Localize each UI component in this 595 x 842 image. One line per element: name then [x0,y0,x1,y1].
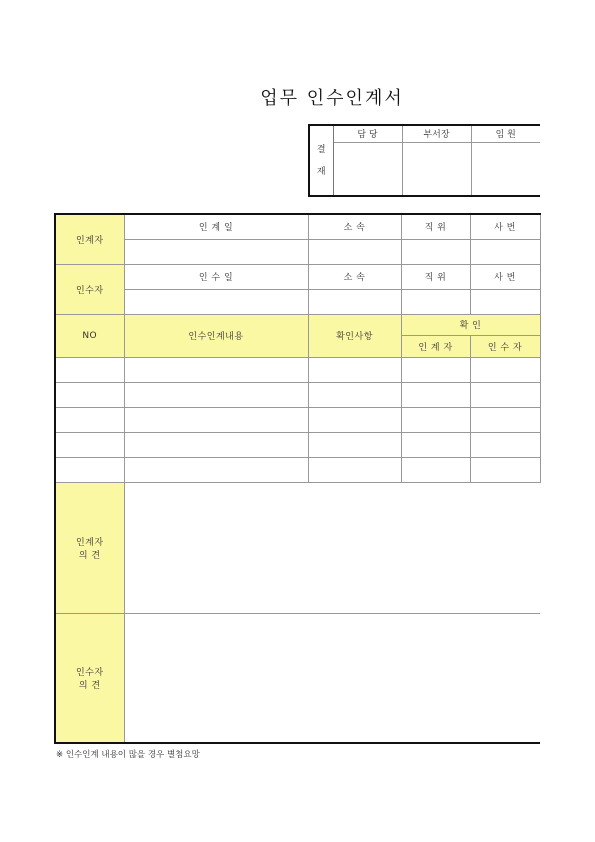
row-content-cell[interactable] [124,357,308,382]
page-title: 업무 인수인계서 [260,88,404,109]
table-row [55,357,540,382]
row-confirm-from-cell[interactable] [401,382,470,407]
handover-date-field[interactable] [124,239,308,264]
to-opinion-label: 인수자 의 견 [55,613,124,743]
approval-sign-manager[interactable] [402,142,471,196]
row-check-cell[interactable] [308,457,401,482]
approval-box [308,124,540,197]
row-confirm-to-cell[interactable] [470,432,540,457]
row-confirm-to-cell[interactable] [470,407,540,432]
to-id-field[interactable] [470,289,540,314]
approval-header-manager: 부서장 [402,125,471,142]
approval-header-exec: 임 원 [471,125,540,142]
from-opinion-label: 인계자 의 견 [55,482,124,613]
row-no-cell[interactable] [55,407,124,432]
handover-date-header: 인 계 일 [124,214,308,239]
from-position-field[interactable] [401,239,470,264]
table-row [55,432,540,457]
from-dept-header: 소 속 [308,214,401,239]
row-confirm-to-cell[interactable] [470,382,540,407]
row-confirm-from-cell[interactable] [401,357,470,382]
approval-side-label: 결 재 [309,125,333,196]
approval-header-staff: 담 당 [333,125,402,142]
confirm-from-header: 인 계 자 [401,335,470,357]
confirm-header: 확 인 [401,314,540,335]
check-header: 확인사항 [308,314,401,357]
confirm-to-header: 인 수 자 [470,335,540,357]
receive-date-field[interactable] [124,289,308,314]
row-confirm-from-cell[interactable] [401,407,470,432]
handover-from-label: 인계자 [55,214,124,264]
row-content-cell[interactable] [124,432,308,457]
row-content-cell[interactable] [124,457,308,482]
row-confirm-from-cell[interactable] [401,432,470,457]
table-row [55,457,540,482]
row-confirm-to-cell[interactable] [470,457,540,482]
to-opinion-field[interactable] [124,613,540,743]
row-content-cell[interactable] [124,382,308,407]
row-check-cell[interactable] [308,407,401,432]
content-header: 인수인계내용 [124,314,308,357]
to-position-field[interactable] [401,289,470,314]
row-check-cell[interactable] [308,357,401,382]
row-confirm-to-cell[interactable] [470,357,540,382]
to-id-header: 사 번 [470,264,540,289]
from-id-header: 사 번 [470,214,540,239]
row-check-cell[interactable] [308,432,401,457]
receive-date-header: 인 수 일 [124,264,308,289]
row-no-cell[interactable] [55,357,124,382]
approval-sign-staff[interactable] [333,142,402,196]
from-opinion-field[interactable] [124,482,540,613]
footnote: ※ 인수인계 내용이 많을 경우 별첨요망 [56,750,200,760]
to-dept-field[interactable] [308,289,401,314]
from-dept-field[interactable] [308,239,401,264]
table-row [55,407,540,432]
to-position-header: 직 위 [401,264,470,289]
approval-sign-exec[interactable] [471,142,540,196]
row-check-cell[interactable] [308,382,401,407]
row-no-cell[interactable] [55,382,124,407]
from-position-header: 직 위 [401,214,470,239]
handover-form [54,213,541,744]
handover-to-label: 인수자 [55,264,124,314]
to-dept-header: 소 속 [308,264,401,289]
row-no-cell[interactable] [55,432,124,457]
table-row [55,382,540,407]
row-no-cell[interactable] [55,457,124,482]
from-id-field[interactable] [470,239,540,264]
row-confirm-from-cell[interactable] [401,457,470,482]
row-content-cell[interactable] [124,407,308,432]
no-header: NO [55,314,124,357]
